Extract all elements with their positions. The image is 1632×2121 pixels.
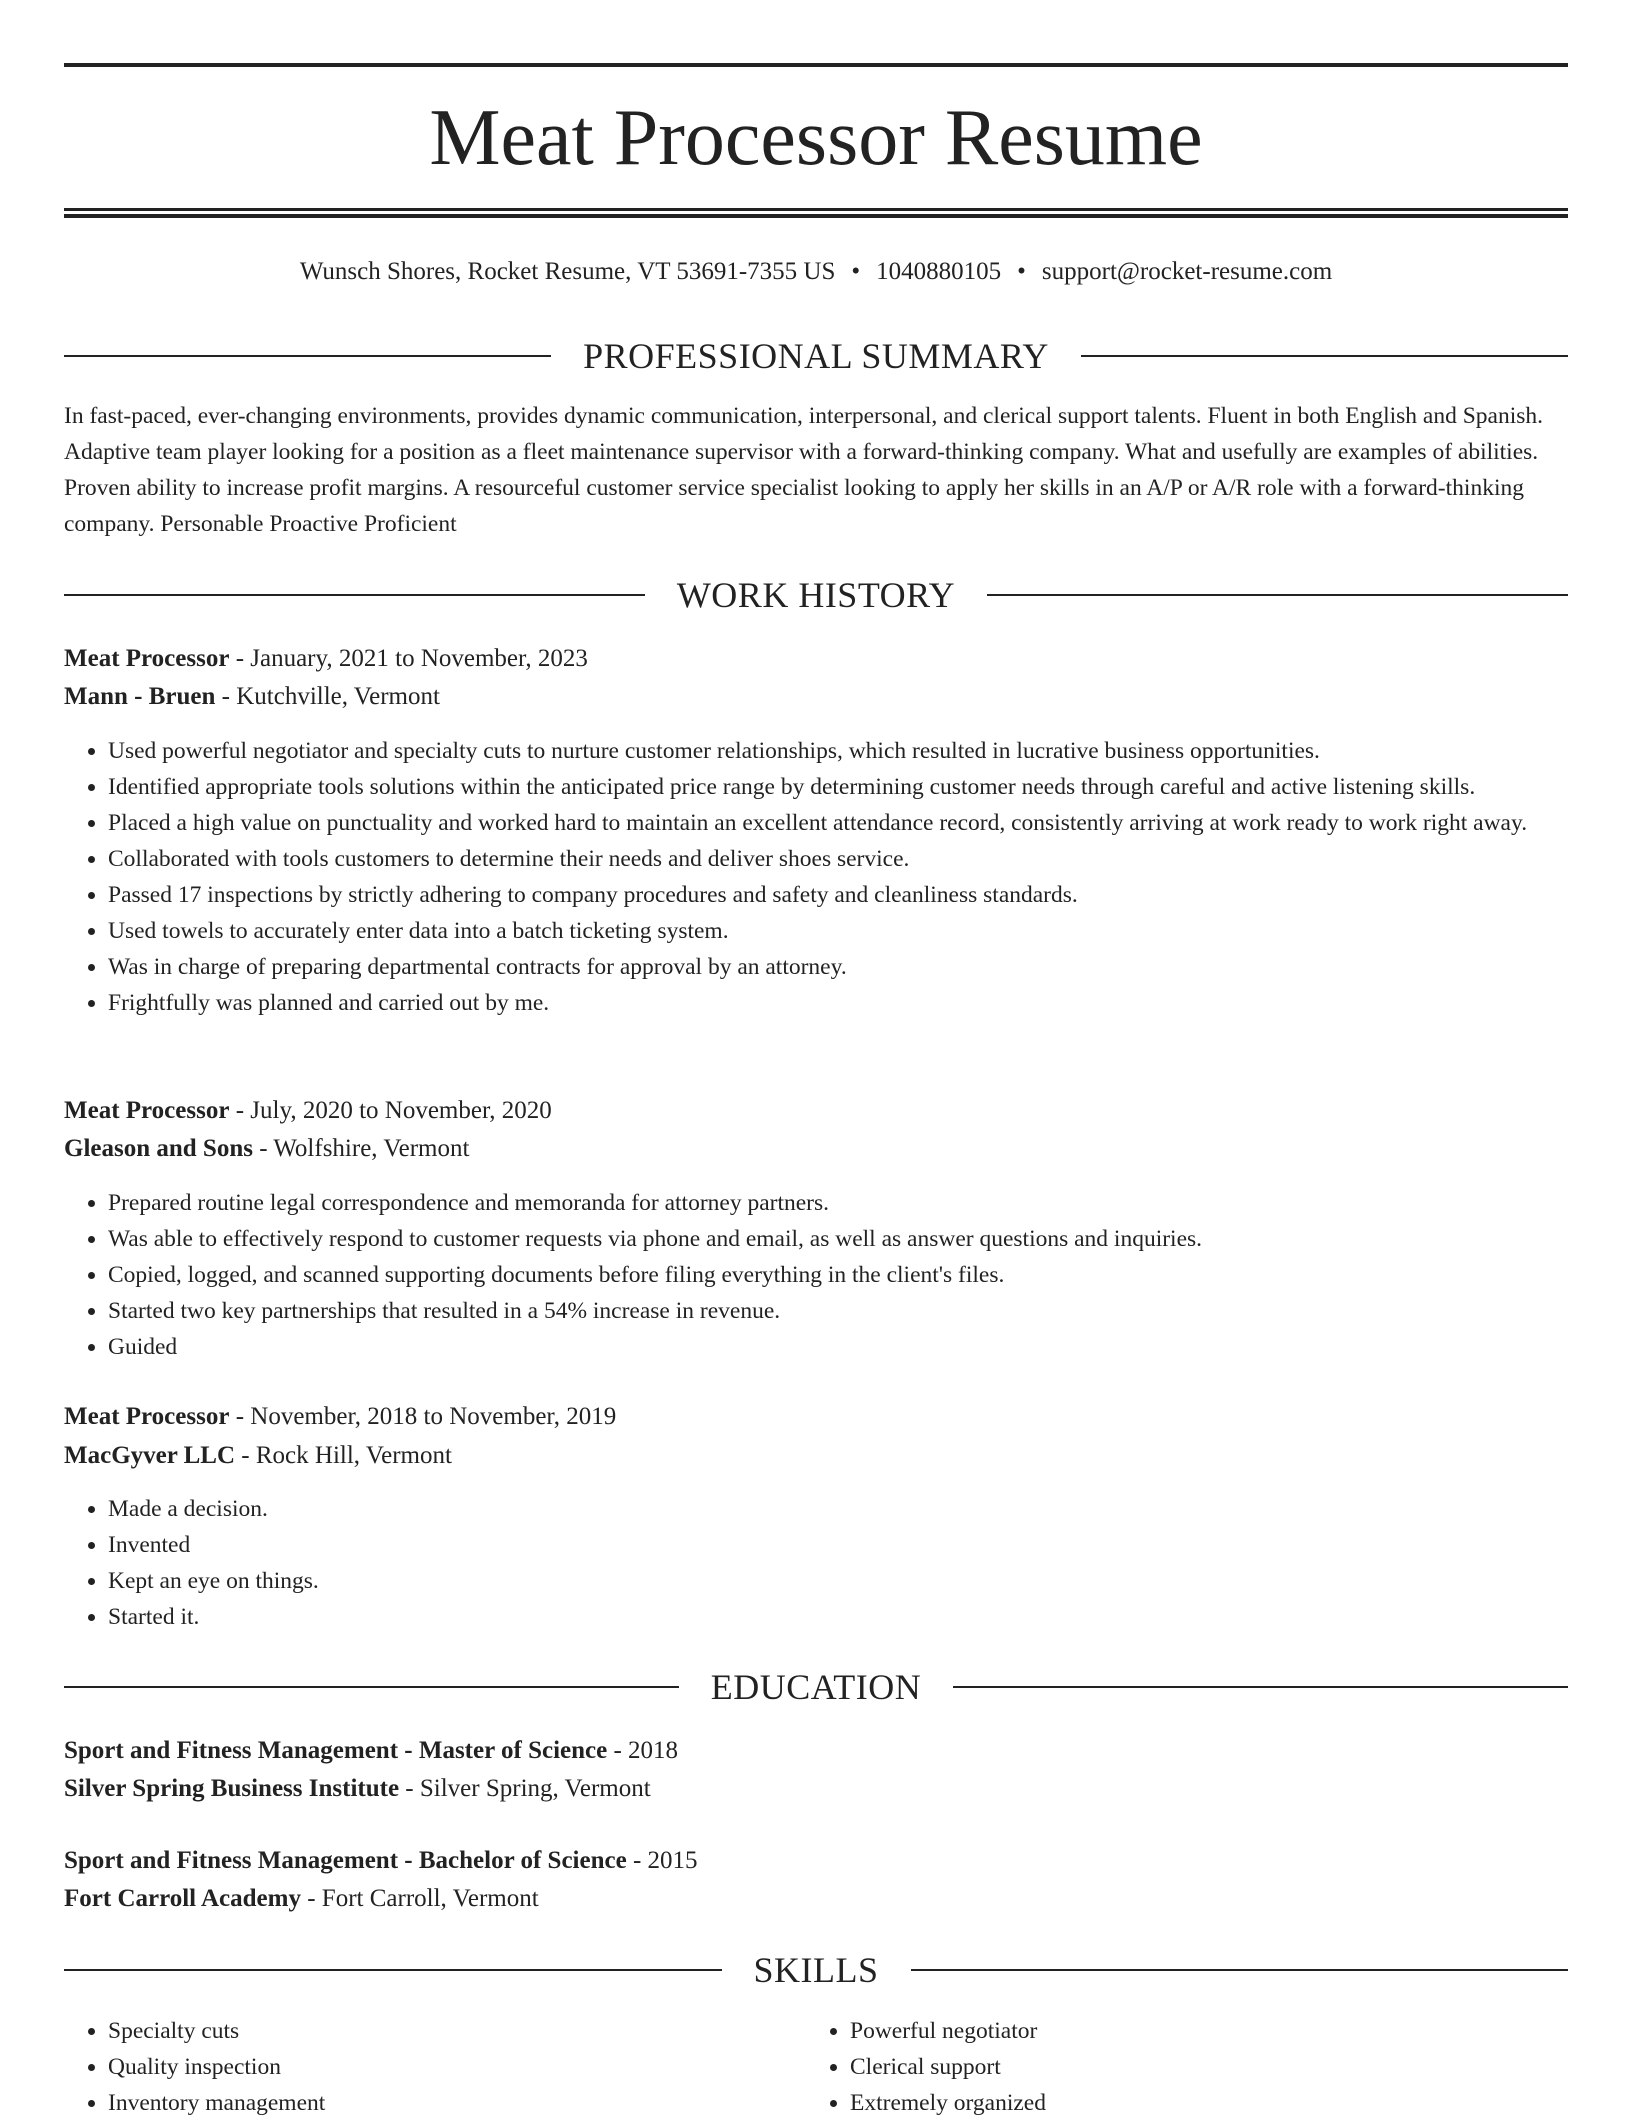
skill-item: • Extremely organized <box>850 2085 1506 2121</box>
job-title: Meat Processor <box>64 1097 230 1124</box>
education-degree: Sport and Fitness Management - Master of Science <box>64 1737 608 1764</box>
job-title-line <box>64 640 1568 678</box>
heading-rule-left <box>64 594 645 596</box>
section-heading-summary <box>64 336 1568 376</box>
heading-rule-left <box>64 355 551 357</box>
job-location: - Kutchville, Vermont <box>215 683 440 710</box>
job-company: Mann - Bruen <box>64 683 216 710</box>
summary-text: In fast-paced, ever-changing environments, provides dynamic communication, interpersonal, and clerical support talents. Fluent in both English and Spanish. Adaptive team player looking for a position as a fleet maintenance supervisor with a forward-thinking company. What and usefully are examples of abilities. Proven ability to increase profit margins. A resourceful customer service specialist looking to apply her skills in an A/P or A/R role with a forward-thinking company. Personable Proactive Proficient <box>64 403 1543 537</box>
heading-rule-right <box>1081 355 1568 357</box>
job-bullet: • Used towels to accurately enter data into a batch ticketing system. <box>108 913 1568 949</box>
job-title: Meat Processor <box>64 1403 230 1430</box>
job-location: - Wolfshire, Vermont <box>252 1135 470 1162</box>
title-double-rule <box>64 208 1568 218</box>
skill-item: • Clerical support <box>850 2049 1506 2085</box>
job-title-line <box>64 1092 1568 1130</box>
skills-list-left <box>64 2013 764 2121</box>
job-bullet: • Prepared routine legal correspondence and memoranda for attorney partners. <box>108 1185 1568 1221</box>
job-bullet: • Was able to effectively respond to customer requests via phone and email, as well as answer questions and inquiries. <box>108 1221 1568 1257</box>
education-school: Fort Carroll Academy <box>64 1885 301 1912</box>
section-title: EDUCATION <box>710 1667 922 1707</box>
job-company: MacGyver LLC <box>64 1442 236 1469</box>
heading-rule-right <box>911 1969 1569 1971</box>
skills-list-right <box>806 2013 1506 2121</box>
job-bullet: • Used powerful negotiator and specialty cuts to nurture customer relationships, which resulted in lucrative business opportunities. <box>108 733 1568 769</box>
job-bullet: • Passed 17 inspections by strictly adhering to company procedures and safety and cleanliness standards. <box>108 877 1568 913</box>
section-heading-skills <box>64 1950 1568 1990</box>
job-bullet: • Invented <box>108 1527 1568 1563</box>
job-title-line <box>64 1398 1568 1436</box>
education-school-line <box>64 1770 1568 1808</box>
education-degree-line <box>64 1842 1568 1880</box>
education-degree: Sport and Fitness Management - Bachelor of Science <box>64 1847 627 1874</box>
job-company: Gleason and Sons <box>64 1135 253 1162</box>
skill-item: • Powerful negotiator <box>850 2013 1506 2049</box>
education-year: - 2018 <box>607 1737 679 1764</box>
job-bullet: • Was in charge of preparing departmental contracts for approval by an attorney. <box>108 949 1568 985</box>
contact-address: Wunsch Shores, Rocket Resume, VT 53691-7355 US <box>299 258 836 285</box>
contact-separator: • <box>851 258 861 285</box>
job-bullets <box>64 1491 1568 1635</box>
skill-item: • Inventory management <box>108 2085 764 2121</box>
job-title: Meat Processor <box>64 645 230 672</box>
job-company-line <box>64 678 1568 716</box>
job-dates: - January, 2021 to November, 2023 <box>229 645 588 672</box>
section-title: WORK HISTORY <box>676 575 956 615</box>
education-school: Silver Spring Business Institute <box>64 1775 400 1802</box>
skill-item: • Quality inspection <box>108 2049 764 2085</box>
job-bullet: • Placed a high value on punctuality and worked hard to maintain an excellent attendance record, consistently arriving at work ready to work right away. <box>108 805 1568 841</box>
education-school-line <box>64 1880 1568 1918</box>
job-company-line <box>64 1437 1568 1475</box>
heading-rule-left <box>64 1969 722 1971</box>
job-dates: - July, 2020 to November, 2020 <box>229 1097 552 1124</box>
education-location: - Fort Carroll, Vermont <box>300 1885 539 1912</box>
section-heading-work <box>64 575 1568 615</box>
job-company-line <box>64 1130 1568 1168</box>
job-bullet: • Kept an eye on things. <box>108 1563 1568 1599</box>
job-bullet: • Collaborated with tools customers to determine their needs and deliver shoes service. <box>108 841 1568 877</box>
contact-separator: • <box>1017 258 1026 285</box>
section-title: SKILLS <box>753 1950 879 1990</box>
job-dates: - November, 2018 to November, 2019 <box>229 1403 617 1430</box>
job-bullet: • Made a decision. <box>108 1491 1568 1527</box>
education-year: - 2015 <box>626 1847 698 1874</box>
job-bullet: • Started it. <box>108 1599 1568 1635</box>
top-rule <box>64 63 1568 67</box>
heading-rule-right <box>953 1686 1568 1688</box>
job-bullets <box>64 1185 1568 1365</box>
heading-rule-left <box>64 1686 679 1688</box>
contact-email[interactable]: support@rocket-resume.com <box>1041 258 1333 285</box>
job-bullet: • Copied, logged, and scanned supporting documents before filing everything in the client's files. <box>108 1257 1568 1293</box>
education-location: - Silver Spring, Vermont <box>399 1775 651 1802</box>
heading-rule-right <box>987 594 1568 596</box>
job-bullets <box>64 733 1568 1021</box>
education-degree-line <box>64 1732 1568 1770</box>
job-bullet: • Frightfully was planned and carried out by me. <box>108 985 1568 1021</box>
job-bullet: • Started two key partnerships that resulted in a 54% increase in revenue. <box>108 1293 1568 1329</box>
contact-phone: 1040880105 <box>876 258 1002 285</box>
job-bullet: • Identified appropriate tools solutions within the anticipated price range by determining customer needs through careful and active listening skills. <box>108 769 1568 805</box>
skill-item: • Specialty cuts <box>108 2013 764 2049</box>
section-heading-education <box>64 1667 1568 1707</box>
resume-title: Meat Processor Resume <box>429 94 1203 182</box>
section-title: PROFESSIONAL SUMMARY <box>583 336 1049 376</box>
job-bullet: • Guided <box>108 1329 1568 1365</box>
job-location: - Rock Hill, Vermont <box>235 1442 452 1469</box>
contact-line <box>64 254 1568 290</box>
